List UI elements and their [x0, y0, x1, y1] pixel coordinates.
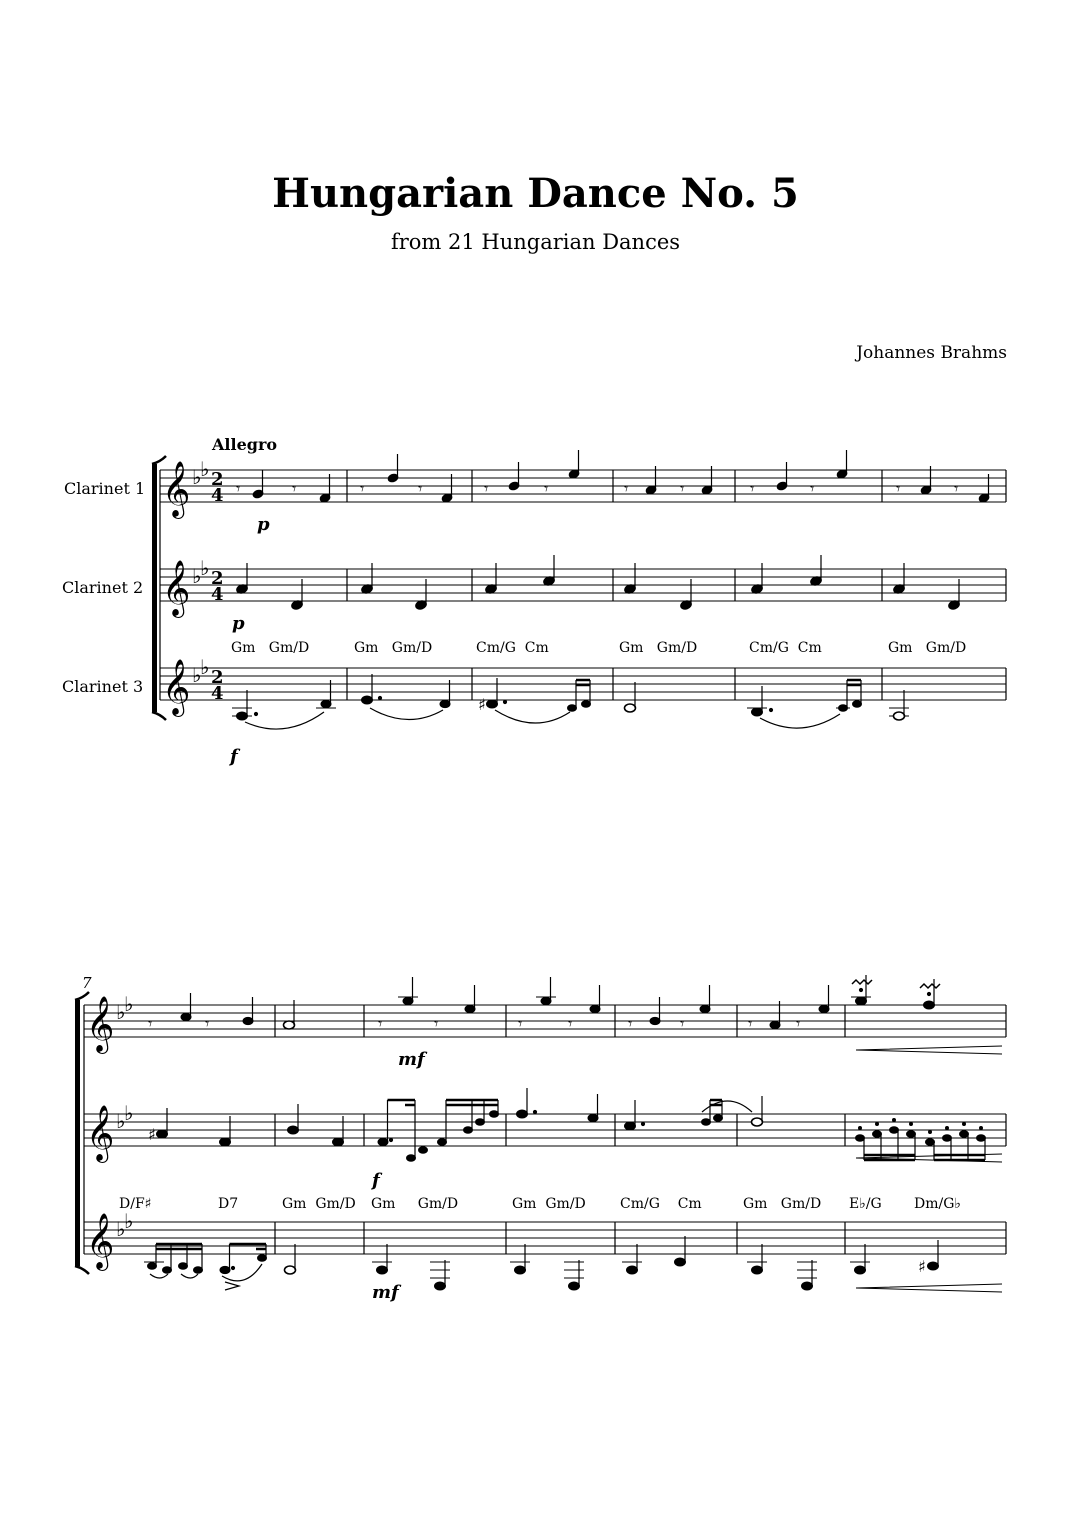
dynamic-mezzo-forte: mf	[372, 1282, 399, 1303]
chord-symbols-system-1	[231, 640, 966, 656]
flat-icon: ♭	[124, 1101, 134, 1125]
chord-symbol: Cm/G Cm	[749, 640, 822, 656]
svg-text:𝄾: 𝄾	[148, 1014, 153, 1033]
instrument-label-clarinet-1: Clarinet 1	[64, 479, 146, 498]
flat-icon: ♭	[124, 1209, 134, 1233]
svg-text:♯: ♯	[918, 1257, 926, 1276]
time-signature-bottom: 4	[211, 485, 224, 506]
treble-clef-icon: 𝄞	[162, 560, 191, 616]
clarinet-3-notes	[232, 674, 909, 729]
chord-symbol: Gm Gm/D	[888, 640, 967, 656]
chord-symbol: Cm/G Cm	[620, 1196, 702, 1212]
chord-symbol: E♭/G	[849, 1196, 882, 1212]
svg-text:𝄾: 𝄾	[378, 1014, 383, 1033]
staff-lines	[84, 1005, 1006, 1254]
svg-text:𝄾: 𝄾	[796, 1014, 801, 1033]
crescendo-hairpin	[856, 1284, 1002, 1292]
chord-symbol: Cm/G Cm	[476, 640, 549, 656]
clarinet-1-notes	[148, 975, 1002, 1054]
chord-symbol: Gm Gm/D	[371, 1196, 459, 1212]
chord-symbol: Gm Gm/D	[512, 1196, 586, 1212]
time-signature-top: 2	[211, 469, 224, 490]
flat-icon: ♭	[200, 457, 210, 481]
dynamic-forte: f	[230, 746, 238, 767]
dynamic-mezzo-forte: mf	[398, 1049, 425, 1070]
flat-icon: ♭	[116, 1000, 126, 1024]
chord-symbol: Gm Gm/D	[743, 1196, 822, 1212]
eighth-rest-icon	[236, 479, 958, 498]
svg-text:𝄾: 𝄾	[896, 479, 901, 498]
treble-clef-icon: 𝄞	[86, 996, 115, 1052]
svg-text:♯: ♯	[478, 695, 486, 714]
treble-clef-icon: 𝄞	[162, 461, 191, 517]
svg-text:𝄾: 𝄾	[434, 1014, 439, 1033]
staff-lines	[160, 470, 1006, 700]
time-signature-top: 2	[211, 667, 224, 688]
clarinet-2-notes	[235, 555, 960, 611]
svg-text:𝄾: 𝄾	[624, 479, 629, 498]
svg-text:𝄾: 𝄾	[680, 479, 685, 498]
flat-icon: ♭	[192, 465, 202, 489]
svg-text:𝄾: 𝄾	[568, 1014, 573, 1033]
dynamic-piano: p	[232, 613, 245, 634]
svg-text:𝄾: 𝄾	[680, 1014, 685, 1033]
time-signature-bottom: 4	[211, 584, 224, 605]
svg-text:𝄾: 𝄾	[628, 1014, 633, 1033]
flat-icon: ♭	[192, 564, 202, 588]
time-signature-top: 2	[211, 568, 224, 589]
sixteenth-notes-staccato	[856, 1119, 986, 1161]
flat-icon: ♭	[200, 655, 210, 679]
svg-text:𝄾: 𝄾	[750, 479, 755, 498]
chord-symbol: Gm Gm/D	[231, 640, 310, 656]
svg-text:𝄾: 𝄾	[205, 1014, 210, 1033]
svg-text:𝄾: 𝄾	[484, 479, 489, 498]
piece-title: Hungarian Dance No. 5	[272, 170, 799, 217]
chord-symbol: Dm/G♭	[914, 1196, 962, 1212]
flat-icon: ♭	[116, 1109, 126, 1133]
clarinet-3-notes	[144, 1236, 1002, 1292]
composer-name: Johannes Brahms	[856, 343, 1007, 363]
svg-text:𝄾: 𝄾	[518, 1014, 523, 1033]
chord-symbol: Gm Gm/D	[282, 1196, 356, 1212]
clarinet-2-notes	[148, 1088, 1002, 1162]
treble-clef-icon: 𝄞	[162, 659, 191, 715]
chord-symbols-system-2	[119, 1196, 961, 1212]
time-signature-bottom: 4	[211, 683, 224, 704]
dynamic-forte: f	[372, 1170, 380, 1191]
measure-number: 7	[82, 974, 92, 992]
crescendo-hairpin	[856, 1046, 1002, 1054]
chord-symbol: D/F♯	[119, 1196, 152, 1212]
svg-text:♯: ♯	[148, 1125, 156, 1144]
svg-text:𝄾: 𝄾	[954, 479, 959, 498]
instrument-label-clarinet-3: Clarinet 3	[62, 677, 144, 696]
svg-text:𝄾: 𝄾	[360, 479, 365, 498]
svg-text:𝄾: 𝄾	[418, 479, 423, 498]
svg-text:𝄾: 𝄾	[810, 479, 815, 498]
clefs-and-signatures	[86, 992, 133, 1271]
piece-subtitle: from 21 Hungarian Dances	[390, 230, 681, 254]
instrument-label-clarinet-2: Clarinet 2	[62, 578, 144, 597]
flat-icon: ♭	[192, 663, 202, 687]
flat-icon: ♭	[200, 556, 210, 580]
svg-text:𝄾: 𝄾	[236, 479, 241, 498]
svg-text:𝄾: 𝄾	[292, 479, 297, 498]
tempo-marking: Allegro	[212, 435, 278, 454]
chord-symbol: Gm Gm/D	[619, 640, 698, 656]
treble-clef-icon: 𝄞	[86, 1213, 115, 1269]
flat-icon: ♭	[116, 1217, 126, 1241]
flat-icon: ♭	[124, 992, 134, 1016]
chord-symbol: D7	[218, 1196, 239, 1212]
svg-text:𝄾: 𝄾	[748, 1014, 753, 1033]
dynamic-piano: p	[257, 514, 270, 535]
chord-symbol: Gm Gm/D	[354, 640, 433, 656]
treble-clef-icon: 𝄞	[86, 1105, 115, 1161]
accent-icon	[225, 1282, 239, 1290]
svg-text:𝄾: 𝄾	[544, 479, 549, 498]
clefs-and-signatures	[162, 457, 224, 717]
